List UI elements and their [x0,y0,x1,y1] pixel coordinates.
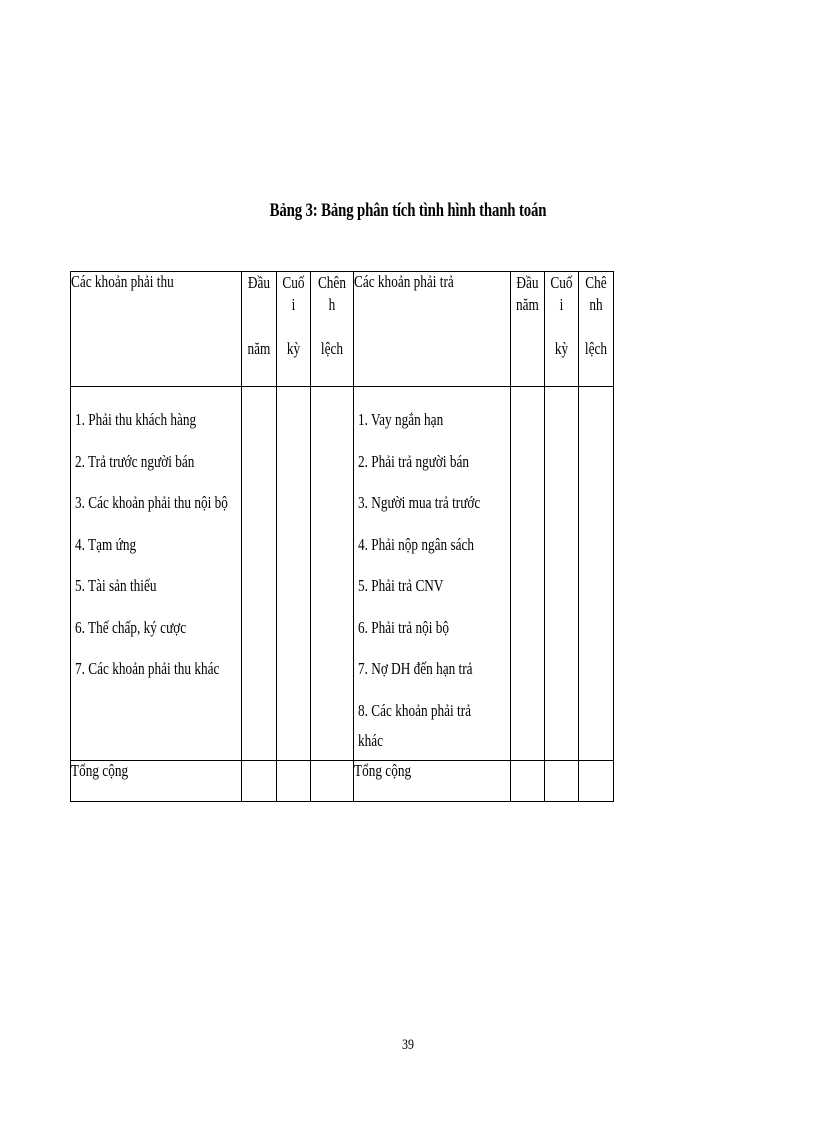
list-item: 7. Các khoản phải thu khác [75,659,220,678]
page-title: Bảng 3: Bảng phân tích tình hình thanh toán [269,200,547,221]
right-diff-values [579,387,614,761]
left-diff-values [311,387,354,761]
header-row [71,272,614,387]
payment-analysis-table [70,271,614,802]
list-item: 1. Vay ngắn hạn [358,410,444,429]
list-item: 4. Tạm ứng [75,534,137,554]
items-row [71,387,614,761]
receivables-header: Các khoản phải thu [71,272,242,387]
total-right-end [545,760,579,801]
list-item: 3. Người mua trả trước [358,493,481,512]
right-end-header: Cuố i kỳ [545,272,579,387]
list-item: 8. Các khoản phải trả khác [358,700,472,750]
list-item: 4. Phải nộp ngân sách [358,534,475,554]
list-item: 5. Phải trả CNV [358,576,444,595]
payables-list [354,387,511,761]
left-end-header: Cuố i kỳ [277,272,311,387]
left-end-values [277,387,311,761]
right-start-header: Đầu năm [511,272,545,387]
total-right-label: Tổng cộng [354,760,511,801]
list-item: 7. Nợ DH đến hạn trả [358,659,473,678]
total-left-end [277,760,311,801]
total-right-start [511,760,545,801]
payables-header: Các khoản phải trả [354,272,511,387]
right-end-values [545,387,579,761]
total-left-diff [311,760,354,801]
total-left-label: Tổng cộng [71,760,242,801]
left-start-values [242,387,277,761]
left-diff-header: Chên h lệch [311,272,354,387]
page-number: 39 [402,1037,414,1053]
list-item: 1. Phải thu khách hàng [75,410,197,429]
right-start-values [511,387,545,761]
list-item: 2. Trả trước người bán [75,451,195,471]
list-item: 3. Các khoản phải thu nội bộ [75,493,228,512]
list-item: 6. Thế chấp, ký cược [75,617,187,637]
left-start-header: Đầu năm [242,272,277,387]
right-diff-header: Chê nh lệch [579,272,614,387]
total-left-start [242,760,277,801]
list-item: 6. Phải trả nội bộ [358,617,449,637]
receivables-list [71,387,242,761]
list-item: 5. Tài sản thiếu [75,576,157,595]
total-row [71,760,614,801]
total-right-diff [579,760,614,801]
list-item: 2. Phải trả người bán [358,451,470,471]
